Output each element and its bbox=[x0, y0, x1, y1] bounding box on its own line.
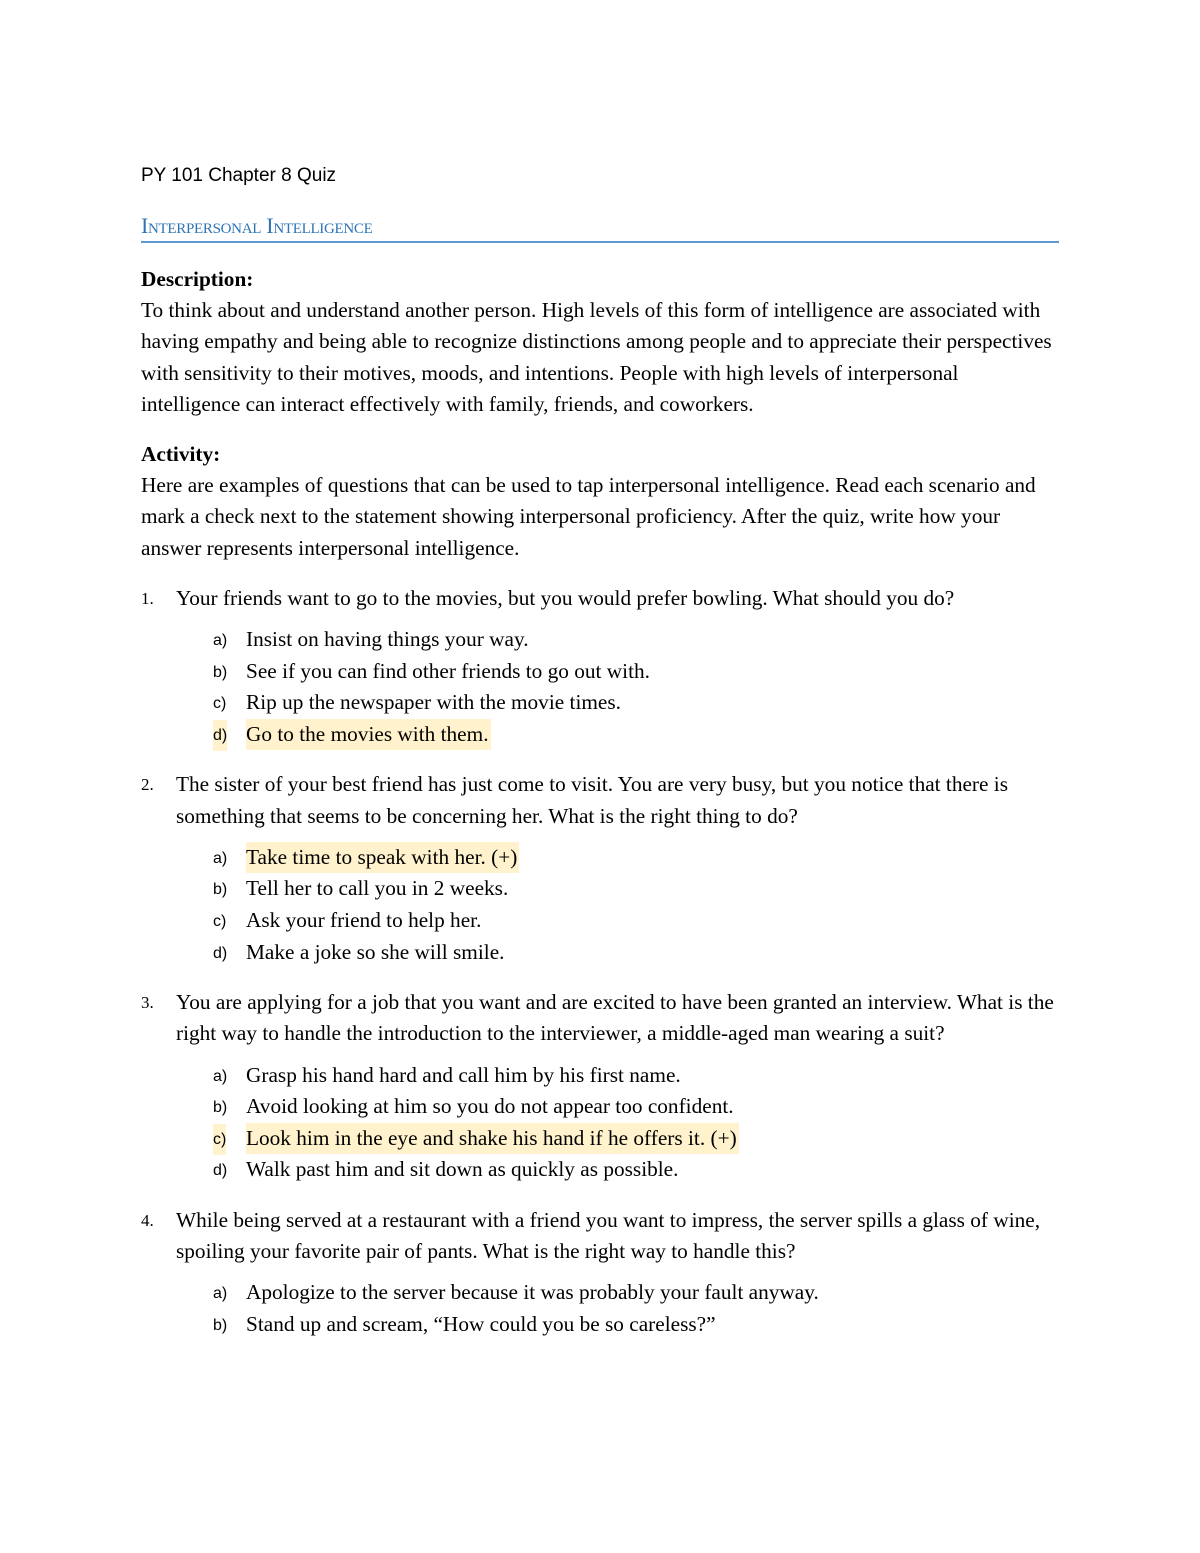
activity-block bbox=[141, 439, 1059, 564]
question-text: The sister of your best friend has just come to visit. You are very busy, but you notice that there is something that seems to be concerning her. What is the right thing to do? bbox=[176, 772, 1009, 828]
answer-option[interactable] bbox=[141, 905, 1059, 937]
option-text: Apologize to the server because it was probably your fault anyway. bbox=[246, 1280, 819, 1305]
answer-option-highlighted[interactable] bbox=[141, 842, 1059, 874]
answer-option[interactable] bbox=[141, 1154, 1059, 1186]
activity-text: Here are examples of questions that can be used to tap interpersonal intelligence. Read each scenario and mark a check next to the statement showing interpersonal proficiency. After the quiz, write how your answer represents interpersonal intelligence. bbox=[141, 473, 1036, 560]
option-text: Avoid looking at him so you do not appear too confident. bbox=[246, 1094, 734, 1119]
option-text: Rip up the newspaper with the movie times. bbox=[246, 690, 621, 715]
description-block bbox=[141, 264, 1059, 420]
answer-options bbox=[141, 842, 1059, 968]
answer-option-highlighted[interactable] bbox=[141, 719, 1059, 751]
answer-option-highlighted[interactable] bbox=[141, 1123, 1059, 1155]
option-letter: c) bbox=[213, 913, 227, 930]
option-text: Walk past him and sit down as quickly as possible. bbox=[246, 1157, 679, 1182]
option-letter: d) bbox=[213, 1162, 228, 1180]
document-body bbox=[141, 264, 1059, 1341]
option-text: Insist on having things your way. bbox=[246, 627, 529, 652]
option-letter: c) bbox=[213, 1124, 226, 1156]
question-text: Your friends want to go to the movies, but you would prefer bowling. What should you do? bbox=[176, 585, 955, 610]
answer-option[interactable] bbox=[141, 687, 1059, 719]
question-number: 1. bbox=[141, 588, 154, 608]
answer-option[interactable] bbox=[141, 1277, 1059, 1309]
option-letter: d) bbox=[213, 720, 227, 752]
option-text: Look him in the eye and shake his hand if he offers it. (+) bbox=[246, 1123, 739, 1155]
option-letter: d) bbox=[213, 944, 228, 962]
option-letter: b) bbox=[213, 663, 228, 681]
option-text: Ask your friend to help her. bbox=[246, 908, 482, 932]
option-letter: b) bbox=[213, 881, 228, 899]
option-text: Grasp his hand hard and call him by his first name. bbox=[246, 1062, 681, 1087]
answer-options bbox=[141, 624, 1059, 750]
question-number: 2. bbox=[141, 775, 154, 795]
option-letter: a) bbox=[213, 849, 228, 867]
activity-label: Activity: bbox=[141, 442, 221, 467]
section-divider bbox=[141, 241, 1059, 243]
answer-option[interactable] bbox=[141, 1091, 1059, 1123]
question-number: 4. bbox=[141, 1210, 154, 1230]
question-number: 3. bbox=[141, 993, 154, 1013]
answer-options bbox=[141, 1277, 1059, 1340]
option-text: Make a joke so she will smile. bbox=[246, 939, 505, 964]
option-letter: c) bbox=[213, 695, 227, 713]
answer-option[interactable] bbox=[141, 1309, 1059, 1341]
option-text: Stand up and scream, “How could you be so careless?” bbox=[246, 1311, 716, 1336]
question-4 bbox=[141, 1205, 1059, 1341]
question-text: While being served at a restaurant with a friend you want to impress, the server spills a glass of wine, spoiling your favorite pair of pants. What is the right way to handle this? bbox=[176, 1207, 1041, 1264]
answer-option[interactable] bbox=[141, 873, 1059, 905]
option-letter: a) bbox=[213, 632, 228, 650]
description-label: Description: bbox=[141, 267, 254, 291]
question-3 bbox=[141, 987, 1059, 1186]
option-letter: a) bbox=[213, 1067, 228, 1085]
option-text: Tell her to call you in 2 weeks. bbox=[246, 876, 509, 901]
option-letter: a) bbox=[213, 1285, 228, 1303]
answer-option[interactable] bbox=[141, 937, 1059, 969]
option-text: See if you can find other friends to go out with. bbox=[246, 658, 650, 683]
answer-option[interactable] bbox=[141, 624, 1059, 656]
question-1 bbox=[141, 583, 1059, 751]
option-letter: b) bbox=[213, 1099, 228, 1117]
section-title: Interpersonal Intelligence bbox=[141, 213, 373, 238]
document-header: PY 101 Chapter 8 Quiz bbox=[141, 165, 337, 186]
answer-option[interactable] bbox=[141, 1060, 1059, 1092]
option-letter: b) bbox=[213, 1316, 228, 1334]
answer-options bbox=[141, 1060, 1059, 1186]
answer-option[interactable] bbox=[141, 656, 1059, 688]
option-text: Go to the movies with them. bbox=[246, 719, 491, 751]
question-2 bbox=[141, 769, 1059, 968]
option-text: Take time to speak with her. (+) bbox=[246, 842, 519, 874]
description-text: To think about and understand another person. High levels of this form of intelligence are associated with having empathy and being able to recognize distinctions among people and to appreciate their perspectives with sensitivity to their motives, moods, and intentions. People with high levels of interpersonal intelligence can interact effectively with family, friends, and coworkers. bbox=[141, 298, 1052, 416]
question-text: You are applying for a job that you want and are excited to have been granted an interview. What is the right way to handle the introduction to the interviewer, a middle-aged man wearing a suit? bbox=[176, 990, 1054, 1046]
